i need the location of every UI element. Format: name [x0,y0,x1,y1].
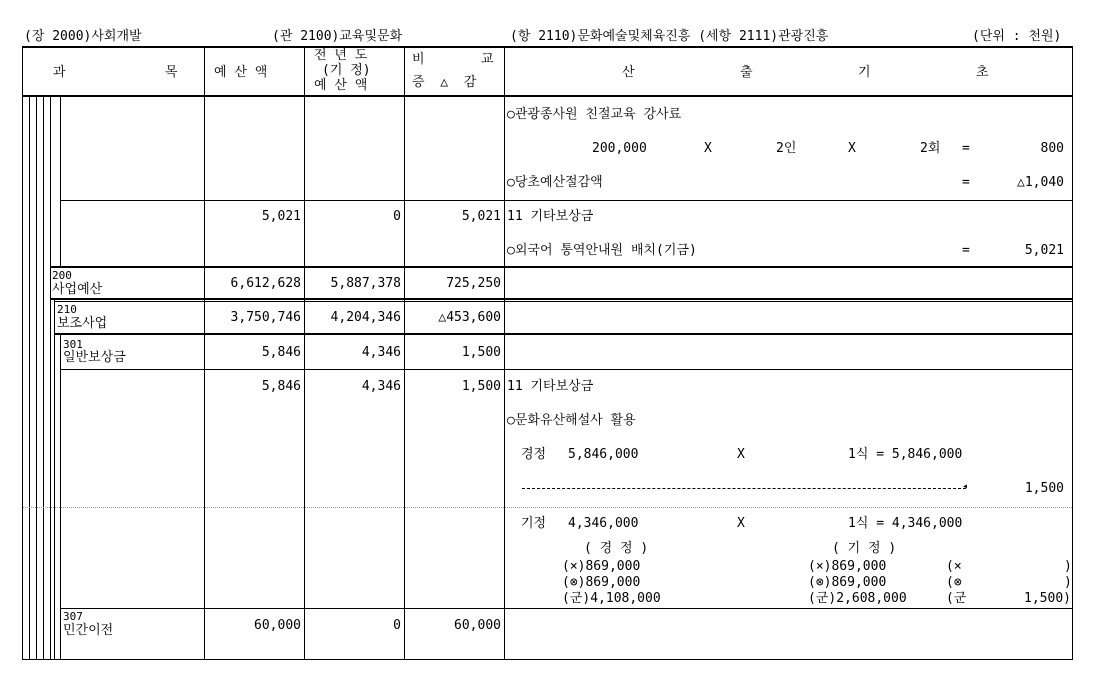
row-210-budget: 3,750,746 [230,310,301,325]
block2-budget: 5,021 [261,209,301,224]
col-basis-header-4: 초 [976,65,989,80]
gj-times: X [737,516,745,531]
calc-people: 2인 [776,141,797,156]
row-200-bottom [50,298,1073,300]
row-200-top [50,266,1073,268]
row-200-prev: 5,887,378 [330,276,401,291]
gj-amount: 4,346,000 [568,516,639,531]
diff-last-value: 1,500) [1024,591,1071,606]
col-prev-header-1: 전 년 도 [314,48,368,63]
page-break-line [23,507,1072,508]
col-compare-header-1a: 비 [412,52,425,67]
hang-label: (항 2110)문화예술및체육진흥 (세항 2111)관광진흥 [510,29,829,44]
kj-label: 경정 [521,447,547,462]
saving-value: △1,040 [1017,175,1064,190]
basis-line: ○당초예산절감액 [507,175,603,190]
row-307-budget: 60,000 [254,618,301,633]
kj-item: (군)4,108,000 [562,591,661,606]
gj-head: ( 기 정 ) [832,541,897,556]
kj-head: ( 경 정 ) [584,541,649,556]
row-210-diff: △453,600 [438,310,501,325]
calc-amount: 200,000 [592,141,647,156]
col-compare-header-1b: 교 [481,52,494,67]
kj-item: (⊗)869,000 [562,575,641,590]
calc-equals: = [962,243,970,258]
indent-line-3 [43,96,44,660]
row-301-prev: 4,346 [361,345,401,360]
row-210-prev: 4,204,346 [330,310,401,325]
calc-equals: = [962,175,970,190]
row-200-code: 200 [52,269,72,282]
col-basis-header-3: 기 [858,65,871,80]
kj-times: X [737,447,745,462]
calc-result: 800 [1040,141,1064,156]
header-bottom-border [22,95,1073,97]
row-307-name: 민간이전 [63,623,114,638]
col-divider-basis [504,46,505,660]
kj-result: 1식 = 5,846,000 [848,447,963,462]
row-divider [60,200,1073,201]
col-basis-header-2: 출 [740,65,753,80]
block2-total: 5,021 [1024,243,1064,258]
basis-line: ○관광종사원 친절교육 강사료 [507,107,682,122]
diff-item: (군 [946,591,967,606]
row-307-diff: 60,000 [454,618,501,633]
col-budget-header: 예 산 액 [214,65,268,80]
arrow-head-icon: ◂ [962,481,969,492]
row-210-code: 210 [57,303,77,316]
row-301-diff: 1,500 [461,345,501,360]
indent-line-6a [60,96,61,266]
table-right-border [1072,46,1073,660]
table-left-border [22,46,23,660]
indent-line-1 [29,96,30,660]
basis-line: ○문화유산해설사 활용 [507,413,636,428]
table-bottom-border [22,659,1073,660]
col-subject-right: 목 [165,65,178,80]
gj-result: 1식 = 4,346,000 [848,516,963,531]
col-basis-header-1: 산 [622,65,635,80]
basis-line: 11 기타보상금 [507,209,594,224]
gj-label: 기정 [521,516,547,531]
close-paren: ) [1064,575,1072,590]
table-top-border [22,46,1073,48]
diff-item: (⊗ [946,575,962,590]
jang-label: (장 2000)사회개발 [24,29,142,44]
indent-line-2 [36,96,37,660]
row-200-name: 사업예산 [52,282,103,297]
row-200-diff: 725,250 [446,276,501,291]
gj-item: (×)869,000 [808,559,887,574]
row-307-top [60,608,1073,609]
row-210-top [54,301,1073,302]
gj-item: (⊗)869,000 [808,575,887,590]
col-compare-header-2: 증 △ 감 [412,75,477,90]
block3-diff: 1,500 [461,379,501,394]
calc-times-2: X [848,141,856,156]
row-301-budget: 5,846 [261,345,301,360]
col-subject-left: 과 [53,65,66,80]
col-prev-header-3: 예 산 액 [314,78,368,93]
calc-count: 2회 [920,141,941,156]
row-307-code: 307 [63,610,83,623]
close-paren: ) [1064,559,1072,574]
calc-times-1: X [704,141,712,156]
indent-line-6b [60,335,61,660]
col-prev-header-2: (기 정) [322,63,371,78]
dash-value: 1,500 [1024,481,1064,496]
block2-prev: 0 [393,209,401,224]
basis-line: 11 기타보상금 [507,379,594,394]
gj-item: (군)2,608,000 [808,591,907,606]
block3-prev: 4,346 [361,379,401,394]
indent-line-5 [54,300,55,660]
row-301-code: 301 [63,338,83,351]
row-200-budget: 6,612,628 [230,276,301,291]
diff-item: (× [946,559,962,574]
row-210-bottom [54,333,1073,335]
row-301-name: 일반보상금 [63,350,126,365]
calc-equals: = [962,141,970,156]
block3-budget: 5,846 [261,379,301,394]
block2-diff: 5,021 [461,209,501,224]
basis-line: ○외국어 통역안내원 배치(기금) [507,243,697,258]
row-301-bottom [60,369,1073,370]
kj-amount: 5,846,000 [568,447,639,462]
dashed-arrow-line [522,488,966,489]
row-210-name: 보조사업 [57,316,108,331]
unit-label: (단위 : 천원) [972,29,1062,44]
kj-item: (×)869,000 [562,559,641,574]
indent-line-4 [50,96,51,660]
row-307-prev: 0 [393,618,401,633]
gwan-label: (관 2100)교육및문화 [272,29,403,44]
